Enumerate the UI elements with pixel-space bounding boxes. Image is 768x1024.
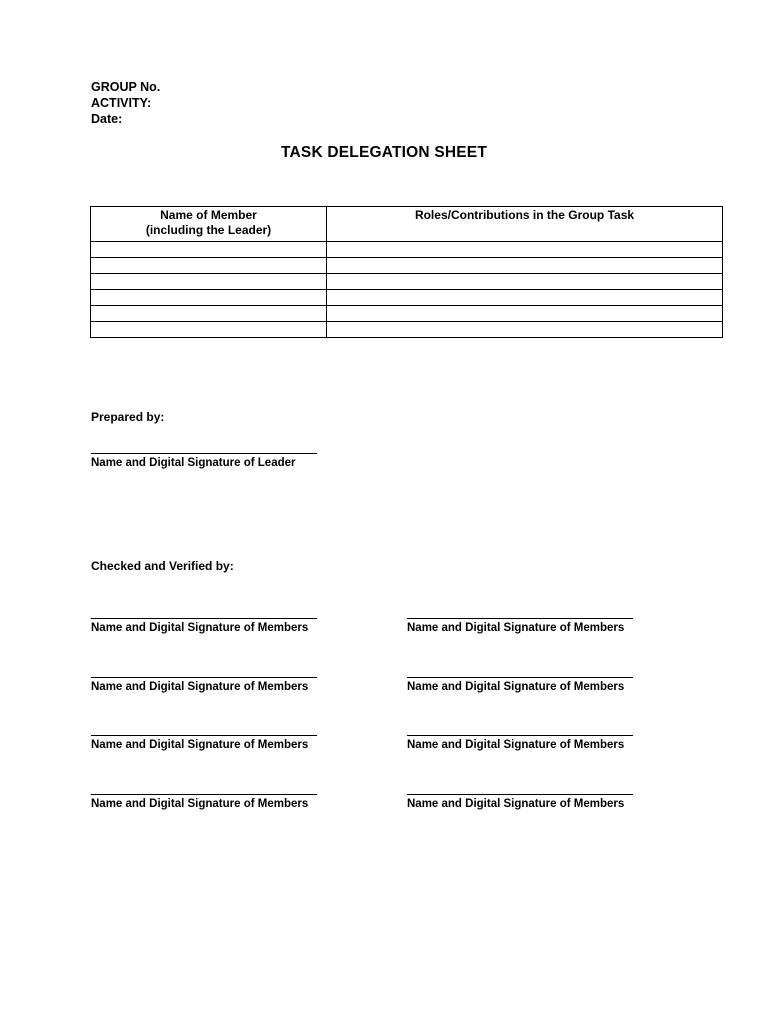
roles-cell[interactable]: [327, 306, 723, 322]
member-name-cell[interactable]: [91, 274, 327, 290]
leader-signature-block: [91, 453, 321, 469]
member-signature-block: [407, 794, 637, 810]
table-row: [91, 258, 723, 274]
activity-label: ACTIVITY:: [91, 96, 152, 110]
header-fields: [91, 79, 160, 127]
signature-line: [407, 618, 633, 619]
member-signature-caption: Name and Digital Signature of Members: [407, 622, 625, 634]
table-row: [91, 322, 723, 338]
member-signature-caption: Name and Digital Signature of Members: [407, 798, 625, 810]
member-signature-caption: Name and Digital Signature of Members: [91, 739, 309, 751]
date-label: Date:: [91, 112, 123, 126]
leader-signature-caption: Name and Digital Signature of Leader: [91, 457, 296, 469]
member-name-cell[interactable]: [91, 242, 327, 258]
member-signature-caption: Name and Digital Signature of Members: [407, 681, 625, 693]
member-name-header: [91, 207, 327, 242]
member-signature-block: [91, 618, 321, 634]
signature-line: [91, 677, 317, 678]
group-number-label: GROUP No.: [91, 80, 161, 94]
roles-cell[interactable]: [327, 290, 723, 306]
checked-verified-label: Checked and Verified by:: [91, 559, 234, 573]
signature-line: [91, 453, 317, 454]
table-row: [91, 306, 723, 322]
signature-line: [91, 794, 317, 795]
member-signature-caption: Name and Digital Signature of Members: [407, 739, 625, 751]
table-body: [91, 242, 723, 338]
member-signature-caption: Name and Digital Signature of Members: [91, 798, 309, 810]
member-signature-block: [407, 677, 637, 693]
member-name-cell[interactable]: [91, 258, 327, 274]
member-name-cell[interactable]: [91, 306, 327, 322]
table-row: [91, 274, 723, 290]
member-signature-caption: Name and Digital Signature of Members: [91, 622, 309, 634]
member-signature-block: [91, 735, 321, 751]
member-signature-block: [91, 677, 321, 693]
document-title: TASK DELEGATION SHEET: [281, 144, 487, 161]
roles-cell[interactable]: [327, 274, 723, 290]
member-signature-block: [407, 618, 637, 634]
table-row: [91, 242, 723, 258]
signature-line: [407, 794, 633, 795]
member-name-cell[interactable]: [91, 290, 327, 306]
prepared-by-label: Prepared by:: [91, 410, 165, 424]
roles-cell[interactable]: [327, 322, 723, 338]
member-name-header-line1: Name of Member: [160, 208, 257, 222]
member-signature-block: [91, 794, 321, 810]
member-name-cell[interactable]: [91, 322, 327, 338]
member-signature-block: [407, 735, 637, 751]
signature-line: [407, 735, 633, 736]
member-signature-caption: Name and Digital Signature of Members: [91, 681, 309, 693]
member-name-header-line2: (including the Leader): [145, 223, 272, 237]
roles-header: Roles/Contributions in the Group Task: [327, 207, 723, 242]
table-header-row: [91, 207, 723, 242]
task-delegation-table: [90, 206, 723, 338]
signature-line: [91, 618, 317, 619]
signature-line: [91, 735, 317, 736]
signature-line: [407, 677, 633, 678]
roles-cell[interactable]: [327, 258, 723, 274]
table-row: [91, 290, 723, 306]
roles-cell[interactable]: [327, 242, 723, 258]
